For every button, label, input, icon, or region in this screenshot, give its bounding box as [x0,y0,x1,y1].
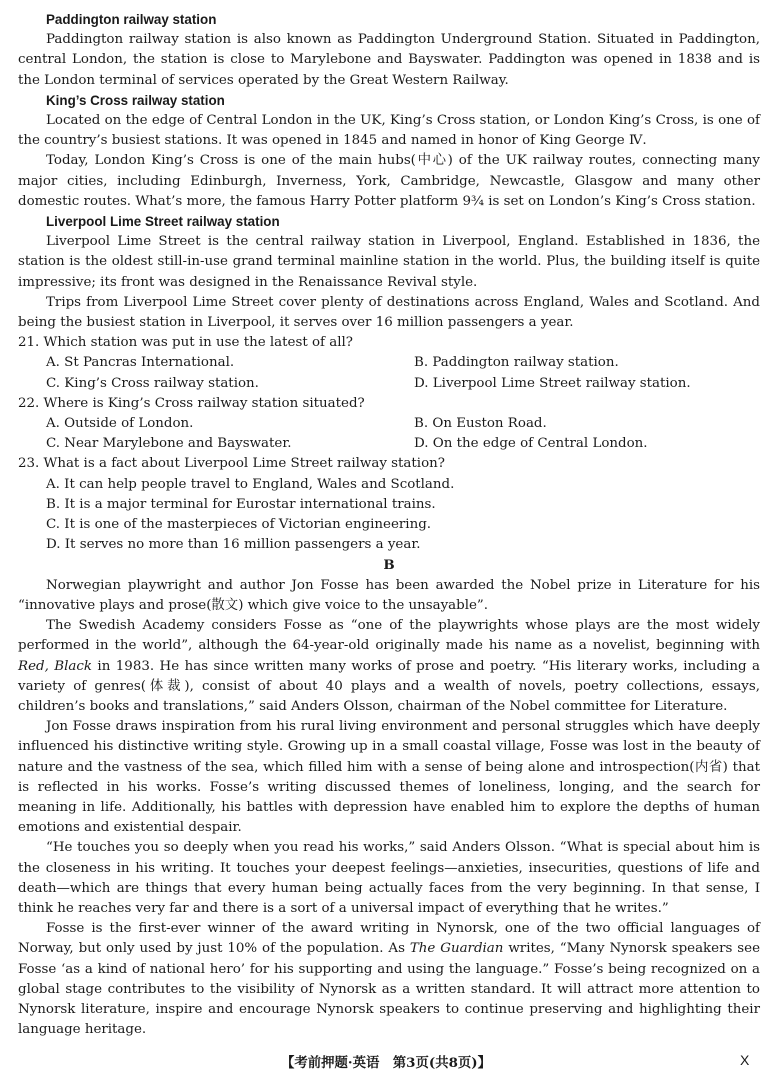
option-b: B. It is a major terminal for Eurostar international trains. [46,496,436,512]
option-a: A. It can help people travel to England, Wales and Scotland. [46,476,455,492]
question-stem: 22. Where is King’s Cross railway station situated? [18,395,365,411]
option-c: C. King’s Cross railway station. [46,375,259,391]
question-stem: 23. What is a fact about Liverpool Lime Street railway station? [18,456,445,472]
section-heading-liverpool: Liverpool Lime Street railway station [46,214,280,230]
passage-a [18,10,760,333]
question-23 [18,454,760,555]
option-d: D. It serves no more than 16 million passengers a year. [46,537,421,553]
exam-page [18,10,760,1040]
text-run: Fosse is the first-ever winner of the award writing in Nynorsk, one of the two official languages of Norway, but only used by just 10% of the population. As [18,921,760,957]
text-run: The Swedish Academy considers Fosse as “one of the playwrights whose plays are the most widely performed in the world”, although the 64-year-old originally made his name as a novelist, beginning with [18,618,760,654]
question-stem: 21. Which station was put in use the latest of all? [18,335,353,351]
option-c: C. It is one of the masterpieces of Victorian engineering. [46,517,432,533]
paragraph: Liverpool Lime Street is the central railway station in Liverpool, England. Established in 1836, the station is the oldest still-in-use grand terminal mainline station in the world. Plus, the building itself is quite impressive; its front was designed in the Renaissance Revival style. [18,234,760,290]
page-mark: X [740,1052,750,1068]
paragraph: Norwegian playwright and author Jon Fosse has been awarded the Nobel prize in Literature for his “innovative plays and prose(散文) which give voice to the unsayable”. [18,577,760,613]
question-22 [18,394,760,455]
paragraph [18,919,760,1040]
text-run: writes, “Many Nynorsk speakers see Fosse ‘as a kind of national hero’ for his supporting and using the language.” Fosse’s being recognized on a global stage contributes to the visibility of Nynorsk as a written standard. It will attract more attention to Nynorsk literature, inspire and encourage Nynorsk speakers to continue preserving and highlighting their language heritage. [18,941,760,1038]
text-run: in 1983. He has since written many works of prose and poetry. “His literary works, including a variety of genres(体裁), consist of about 40 plays and a wealth of novels, poetry collections, essays, children’s books and translations,” said Anders Olsson, chairman of the Nobel committee for Literature. [18,658,761,714]
option-b: B. On Euston Road. [414,416,547,432]
paragraph: Paddington railway station is also known as Paddington Underground Station. Situated in Paddington, central London, the station is close to Marylebone and Bayswater. Paddington was opened in 1838 and is the London terminal of services operated by the Great Western Railway. [18,32,760,88]
option-b: B. Paddington railway station. [414,355,619,371]
section-label: B [383,557,395,574]
option-a: A. Outside of London. [46,416,194,432]
section-heading-kings-cross: King’s Cross railway station [46,92,225,108]
option-d: D. Liverpool Lime Street railway station. [414,375,691,391]
paragraph [18,616,760,717]
paragraph: Located on the edge of Central London in the UK, King’s Cross station, or London King’s Cross, is one of the country’s busiest stations. It was opened in 1845 and named in honor of King George Ⅳ. [18,113,760,149]
option-c: C. Near Marylebone and Bayswater. [46,436,292,452]
paragraph: Trips from Liverpool Lime Street cover plenty of destinations across England, Wales and Scotland. And being the busiest station in Liverpool, it serves over 16 million passengers a year. [18,294,760,331]
option-a: A. St Pancras International. [46,355,235,371]
option-d: D. On the edge of Central London. [414,436,648,452]
paragraph: “He touches you so deeply when you read his works,” said Anders Olsson. “What is special about him is the closeness in his writing. It touches your deepest feelings—anxieties, insecurities, questions of life and death—which are things that every human being actually faces from the very beginning. In that sense, I think he reaches very far and there is a sort of a universal impact of everything that he writes.” [18,840,760,916]
publication-title: The Guardian [409,941,504,957]
question-21 [18,333,760,394]
book-title: Red, Black [18,658,92,674]
paragraph: Today, London King’s Cross is one of the main hubs(中心) of the UK railway routes, connecting many major cities, including Edinburgh, Inverness, York, Cambridge, Newcastle, Glasgow and many other domestic routes. What’s more, the famous Harry Potter platform 9¾ is set on London’s King’s Cross station. [18,153,760,209]
page-footer: 【考前押题·英语 第3页(共8页)】 [280,1055,492,1071]
section-heading-paddington: Paddington railway station [46,12,217,27]
paragraph: Jon Fosse draws inspiration from his rural living environment and personal struggles which have deeply influenced his distinctive writing style. Growing up in a small coastal village, Fosse was lost in the beauty of nature and the vastness of the sea, which filled him with a sense of being alone and introspection(内省) that is reflected in his works. Fosse’s writing discussed themes of loneliness, longing, and the search for meaning in life. Additionally, his battles with depression have enabled him to explore the depths of human emotions and existential despair. [18,719,760,836]
passage-b [18,555,760,1040]
